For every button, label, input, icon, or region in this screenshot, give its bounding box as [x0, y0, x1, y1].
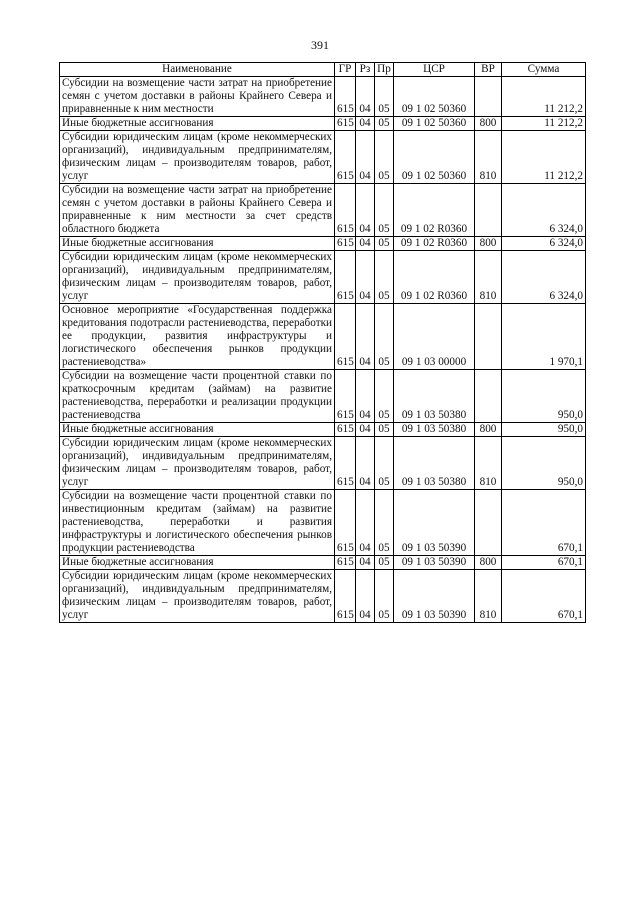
table-row: [60, 251, 586, 304]
row-gr: 615: [335, 304, 356, 370]
row-rz: 04: [356, 423, 375, 437]
row-rz: 04: [356, 556, 375, 570]
row-name: Иные бюджетные ассигнования: [60, 556, 335, 570]
row-gr: 615: [335, 556, 356, 570]
row-name: Субсидии на возмещение части затрат на приобретение семян с учетом доставки в районы Крайнего Севера и приравненные к ним местности: [60, 77, 335, 117]
row-pr: 05: [375, 490, 394, 556]
row-sum: 1 970,1: [502, 304, 586, 370]
row-gr: 615: [335, 184, 356, 237]
table-row: [60, 77, 586, 117]
row-name: Субсидии на возмещение части процентной ставки по инвестиционным кредитам (займам) на развитие растениеводства, переработки и развития инфраструктуры и логистического обеспечения рынков продукции растениеводства: [60, 490, 335, 556]
row-gr: 615: [335, 570, 356, 623]
row-csr: 09 1 03 50390: [394, 570, 475, 623]
row-pr: 05: [375, 77, 394, 117]
row-sum: 950,0: [502, 437, 586, 490]
row-vr: 810: [475, 131, 502, 184]
row-vr: 800: [475, 423, 502, 437]
row-sum: 6 324,0: [502, 237, 586, 251]
row-name: Субсидии юридическим лицам (кроме некоммерческих организаций), индивидуальным предпринимателям, физическим лицам – производителям товаров, работ, услуг: [60, 437, 335, 490]
row-name: Субсидии на возмещение части затрат на приобретение семян с учетом доставки в районы Крайнего Севера и приравненные к ним местности за счет средств областного бюджета: [60, 184, 335, 237]
row-csr: 09 1 02 50360: [394, 77, 475, 117]
row-csr: 09 1 03 00000: [394, 304, 475, 370]
table-row: [60, 370, 586, 423]
row-name: Субсидии юридическим лицам (кроме некоммерческих организаций), индивидуальным предпринимателям, физическим лицам – производителям товаров, работ, услуг: [60, 570, 335, 623]
row-sum: 950,0: [502, 370, 586, 423]
row-name: Иные бюджетные ассигнования: [60, 237, 335, 251]
row-name: Иные бюджетные ассигнования: [60, 117, 335, 131]
row-sum: 950,0: [502, 423, 586, 437]
row-vr: 810: [475, 437, 502, 490]
row-vr: 800: [475, 117, 502, 131]
table-row: [60, 131, 586, 184]
row-name: Иные бюджетные ассигнования: [60, 423, 335, 437]
row-sum: 11 212,2: [502, 77, 586, 117]
table-row: [60, 117, 586, 131]
header-rz: Рз: [356, 63, 375, 77]
table-row: [60, 437, 586, 490]
row-name: Субсидии юридическим лицам (кроме некоммерческих организаций), индивидуальным предпринимателям, физическим лицам – производителям товаров, работ, услуг: [60, 131, 335, 184]
row-rz: 04: [356, 570, 375, 623]
row-gr: 615: [335, 423, 356, 437]
row-vr: [475, 77, 502, 117]
row-vr: 810: [475, 251, 502, 304]
row-rz: 04: [356, 370, 375, 423]
row-vr: [475, 184, 502, 237]
row-rz: 04: [356, 490, 375, 556]
row-sum: 6 324,0: [502, 184, 586, 237]
row-gr: 615: [335, 117, 356, 131]
row-sum: 11 212,2: [502, 117, 586, 131]
row-pr: 05: [375, 556, 394, 570]
row-pr: 05: [375, 184, 394, 237]
row-pr: 05: [375, 304, 394, 370]
row-gr: 615: [335, 131, 356, 184]
row-csr: 09 1 02 R0360: [394, 237, 475, 251]
row-csr: 09 1 03 50380: [394, 370, 475, 423]
row-rz: 04: [356, 251, 375, 304]
header-sum: Сумма: [502, 63, 586, 77]
row-gr: 615: [335, 237, 356, 251]
table-row: [60, 570, 586, 623]
row-vr: [475, 490, 502, 556]
row-gr: 615: [335, 437, 356, 490]
row-rz: 04: [356, 77, 375, 117]
row-pr: 05: [375, 131, 394, 184]
row-gr: 615: [335, 370, 356, 423]
header-gr: ГР: [335, 63, 356, 77]
row-name: Субсидии на возмещение части процентной ставки по краткосрочным кредитам (займам) на развитие растениеводства, переработки и реализации продукции растениеводства: [60, 370, 335, 423]
row-pr: 05: [375, 437, 394, 490]
row-csr: 09 1 02 R0360: [394, 184, 475, 237]
row-name: Основное мероприятие «Государственная поддержка кредитования подотрасли растениеводства, переработки ее продукции, развития инфраструктуры и логистического обеспечения рынков продукции растениеводства»: [60, 304, 335, 370]
header-pr: Пр: [375, 63, 394, 77]
row-rz: 04: [356, 184, 375, 237]
table-row: [60, 556, 586, 570]
row-sum: 670,1: [502, 490, 586, 556]
header-row: [60, 63, 586, 77]
row-pr: 05: [375, 117, 394, 131]
header-name: Наименование: [60, 63, 335, 77]
row-pr: 05: [375, 370, 394, 423]
row-sum: 670,1: [502, 570, 586, 623]
table-row: [60, 184, 586, 237]
row-sum: 6 324,0: [502, 251, 586, 304]
row-csr: 09 1 03 50380: [394, 437, 475, 490]
table-row: [60, 423, 586, 437]
row-vr: [475, 304, 502, 370]
row-rz: 04: [356, 237, 375, 251]
row-rz: 04: [356, 131, 375, 184]
row-csr: 09 1 02 50360: [394, 117, 475, 131]
row-csr: 09 1 02 R0360: [394, 251, 475, 304]
row-pr: 05: [375, 251, 394, 304]
row-csr: 09 1 03 50380: [394, 423, 475, 437]
row-rz: 04: [356, 304, 375, 370]
page-number: 391: [311, 38, 329, 52]
row-vr: 800: [475, 556, 502, 570]
row-name: Субсидии юридическим лицам (кроме некоммерческих организаций), индивидуальным предпринимателям, физическим лицам – производителям товаров, работ, услуг: [60, 251, 335, 304]
row-rz: 04: [356, 437, 375, 490]
row-csr: 09 1 03 50390: [394, 556, 475, 570]
row-vr: 800: [475, 237, 502, 251]
budget-table: [59, 62, 586, 623]
table-row: [60, 490, 586, 556]
row-sum: 670,1: [502, 556, 586, 570]
table-row: [60, 304, 586, 370]
row-vr: [475, 370, 502, 423]
header-vr: ВР: [475, 63, 502, 77]
row-gr: 615: [335, 77, 356, 117]
row-csr: 09 1 02 50360: [394, 131, 475, 184]
row-pr: 05: [375, 570, 394, 623]
row-pr: 05: [375, 423, 394, 437]
row-pr: 05: [375, 237, 394, 251]
header-csr: ЦСР: [394, 63, 475, 77]
row-sum: 11 212,2: [502, 131, 586, 184]
row-vr: 810: [475, 570, 502, 623]
table-row: [60, 237, 586, 251]
row-gr: 615: [335, 490, 356, 556]
row-csr: 09 1 03 50390: [394, 490, 475, 556]
row-rz: 04: [356, 117, 375, 131]
row-gr: 615: [335, 251, 356, 304]
